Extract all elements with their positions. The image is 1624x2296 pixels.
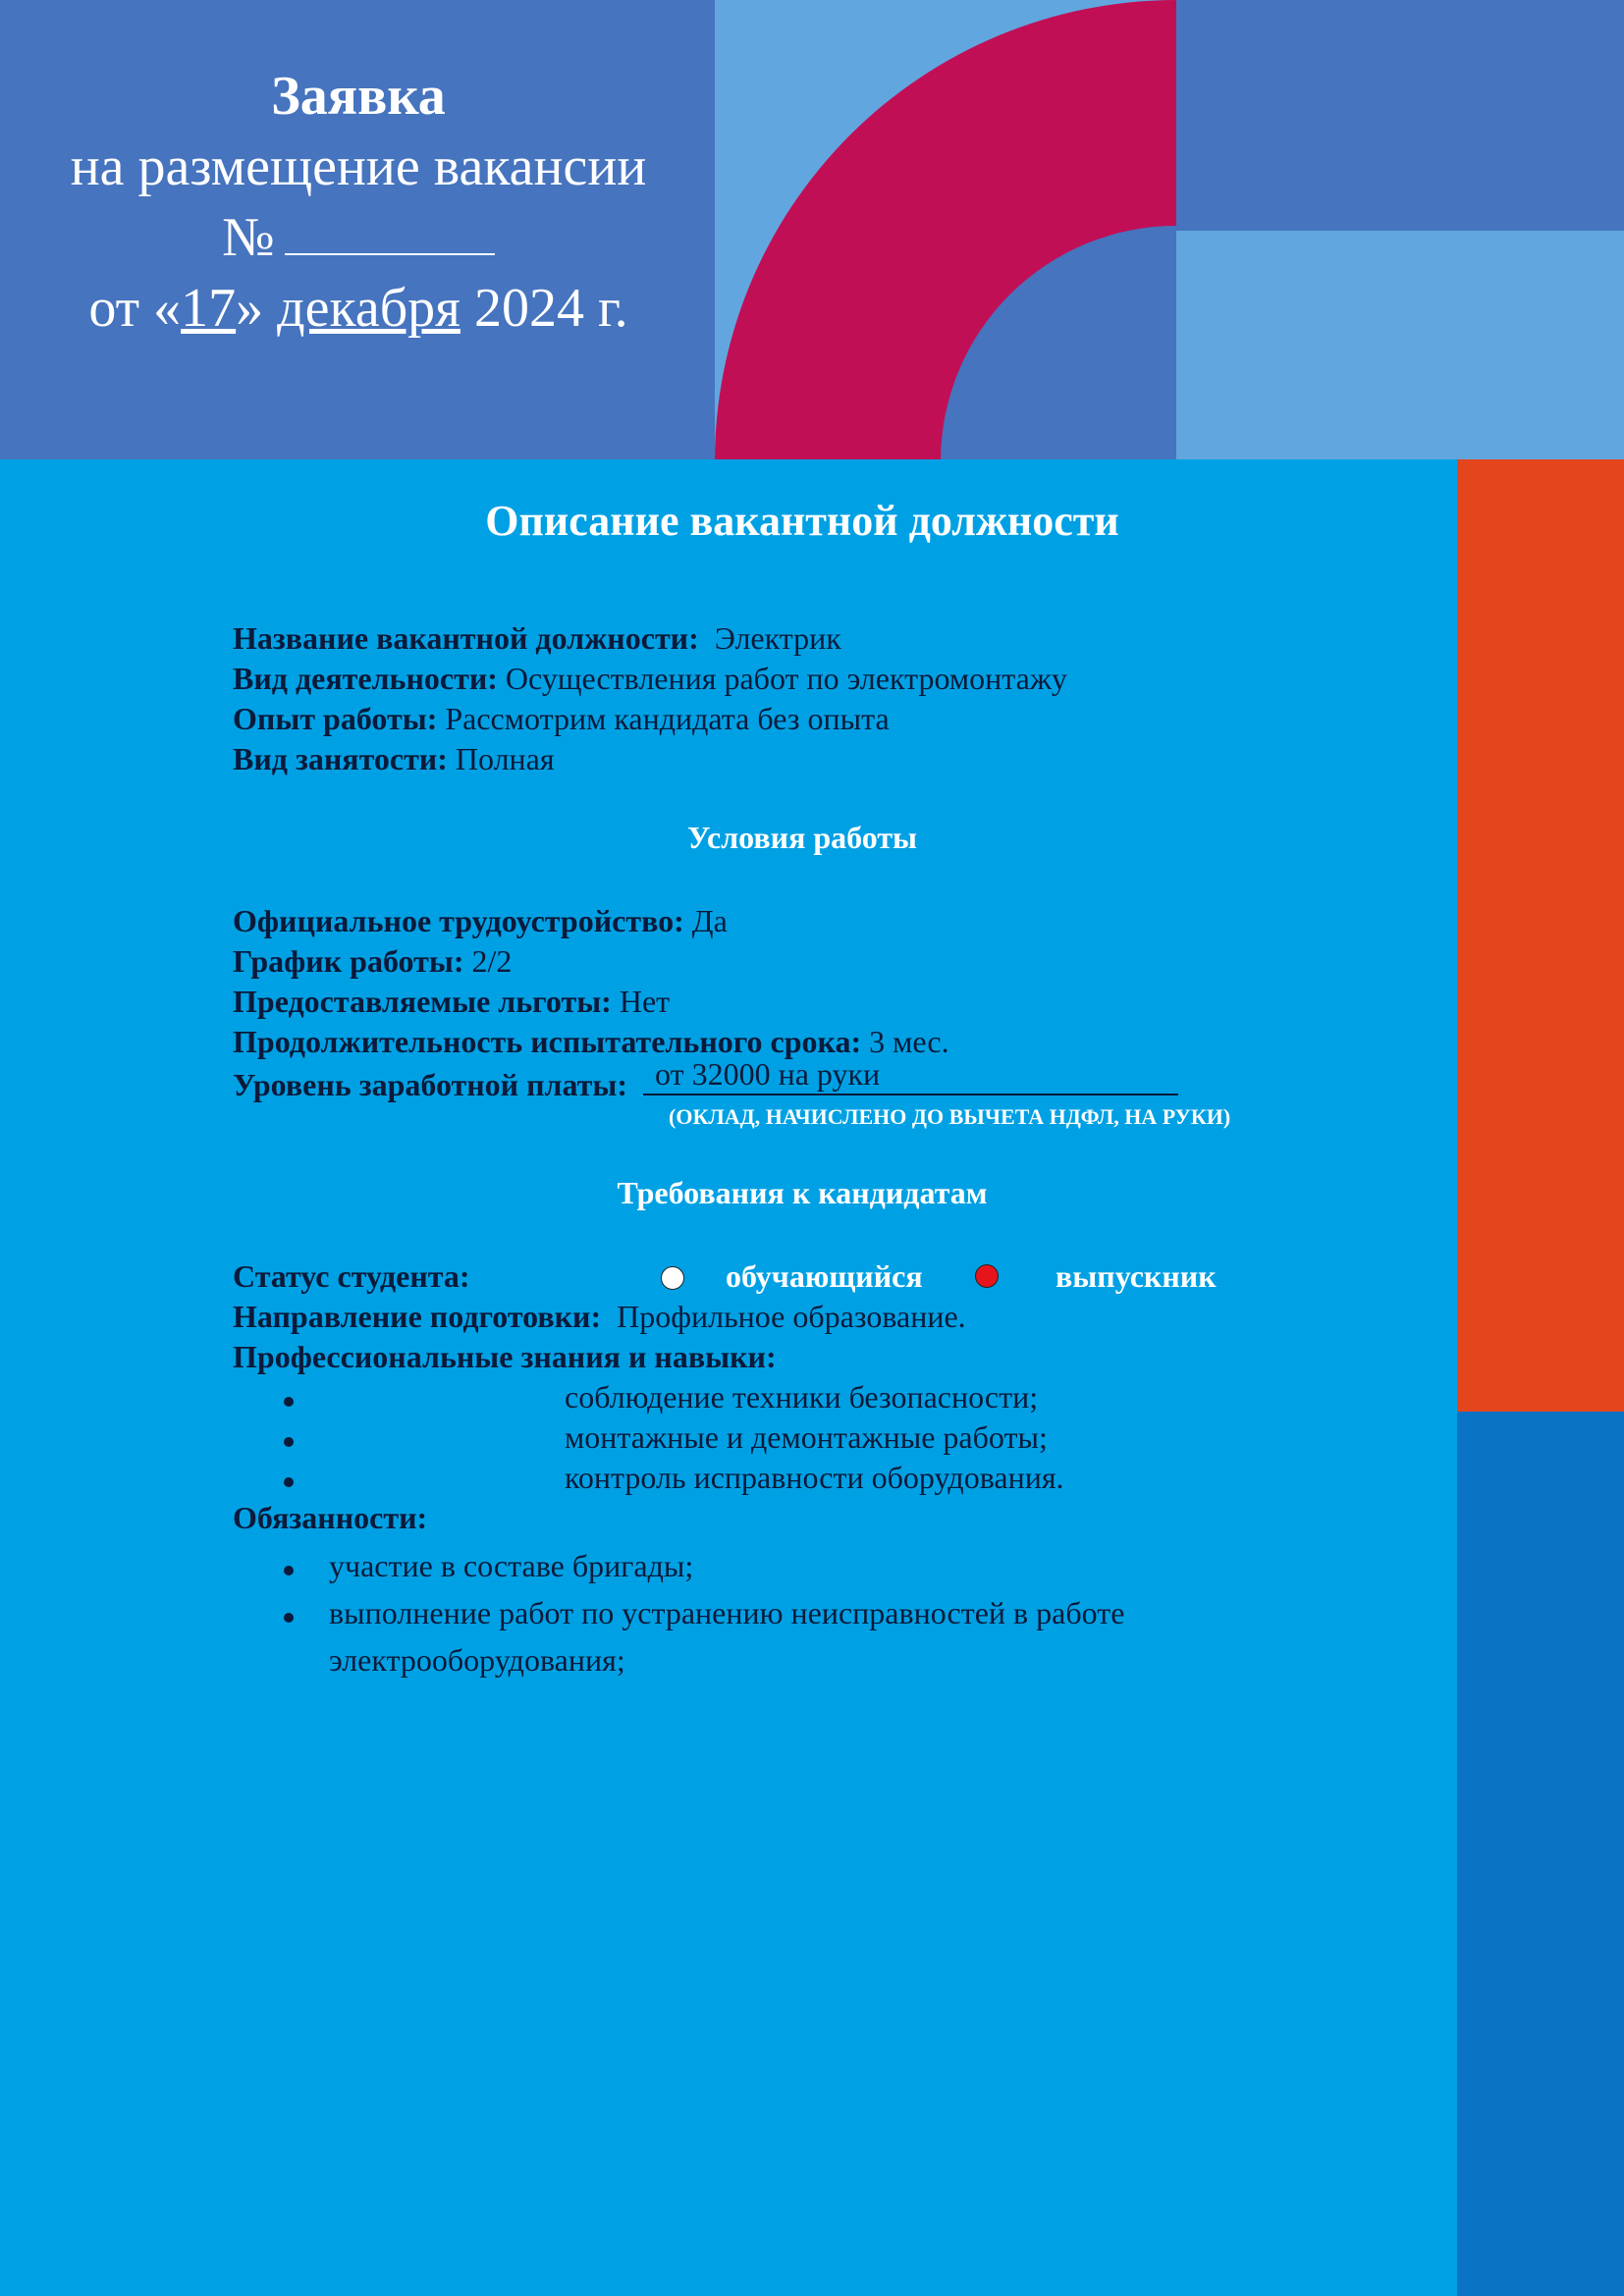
skill-item: монтажные и демонтажные работы;	[565, 1419, 1048, 1455]
field-salary	[233, 1056, 1178, 1104]
bullet-icon	[284, 1397, 294, 1407]
duty-item: участие в составе бригады;	[329, 1548, 694, 1583]
field-value: Нет	[619, 984, 671, 1019]
field-experience	[233, 699, 890, 738]
field-label: Опыт работы:	[233, 701, 438, 736]
side-stripe-blue	[1457, 1412, 1624, 2296]
field-label: Обязанности:	[233, 1500, 428, 1535]
document-title-block	[0, 61, 717, 344]
field-schedule	[233, 941, 512, 981]
date-day: 17	[181, 278, 237, 339]
field-direction	[233, 1297, 966, 1336]
field-duties-label	[233, 1498, 427, 1537]
skill-item: контроль исправности оборудования.	[565, 1460, 1064, 1495]
field-value: Осуществления работ по электромонтажу	[505, 661, 1067, 696]
number-label: №	[222, 207, 275, 268]
side-stripe-orange	[1457, 459, 1624, 1412]
field-value: Рассмотрим кандидата без опыта	[445, 701, 890, 736]
bullet-icon	[284, 1566, 294, 1575]
field-benefits	[233, 982, 670, 1021]
field-value: Да	[691, 903, 728, 938]
radio-graduate[interactable]	[975, 1264, 999, 1288]
field-value: 2/2	[471, 943, 513, 979]
field-value: Электрик	[714, 620, 841, 656]
salary-note: (ОКЛАД, НАЧИСЛЕНО ДО ВЫЧЕТА НДФЛ, НА РУКИ)	[669, 1104, 1231, 1129]
field-label: Уровень заработной платы:	[233, 1067, 628, 1102]
bullet-icon	[284, 1613, 294, 1623]
application-date	[0, 273, 717, 344]
field-employment	[233, 739, 555, 778]
radio-label-graduate: выпускник	[1056, 1258, 1217, 1294]
field-label: Вид занятости:	[233, 741, 448, 776]
field-label: Статус студента:	[233, 1258, 470, 1294]
salary-underline	[643, 1056, 1178, 1095]
field-value: Полная	[455, 741, 555, 776]
field-official	[233, 901, 728, 940]
date-prefix: от «	[88, 278, 182, 339]
bullet-icon	[284, 1477, 294, 1487]
field-skills-label	[233, 1337, 777, 1376]
salary-value: от 32000 на руки	[655, 1056, 881, 1092]
document-subtitle: на размещение вакансии	[70, 136, 647, 197]
field-value: Профильное образование.	[617, 1299, 966, 1334]
application-number	[0, 202, 717, 273]
section-heading-conditions: Условия работы	[686, 820, 918, 855]
field-label: Название вакантной должности:	[233, 620, 699, 656]
skill-item: соблюдение техники безопасности;	[565, 1379, 1039, 1415]
date-quote: »	[236, 278, 264, 339]
section-heading-requirements: Требования к кандидатам	[617, 1175, 988, 1210]
radio-label-student: обучающийся	[726, 1258, 923, 1294]
duty-item: выполнение работ по устранению неисправностей в работе электрооборудования;	[329, 1595, 1125, 1678]
radio-student[interactable]	[661, 1266, 684, 1290]
field-label: Продолжительность испытательного срока:	[233, 1024, 862, 1059]
field-label: Профессиональные знания и навыки:	[233, 1339, 777, 1374]
field-label: Предоставляемые льготы:	[233, 984, 612, 1019]
section-heading-description: Описание вакантной должности	[485, 497, 1119, 545]
field-student-status	[233, 1256, 470, 1296]
field-value: 3 мес.	[869, 1024, 949, 1059]
field-position	[233, 618, 841, 658]
date-year: 2024 г.	[473, 278, 628, 339]
banner-light-square	[1176, 231, 1624, 459]
field-label: Вид деятельности:	[233, 661, 498, 696]
bullet-icon	[284, 1437, 294, 1447]
number-blank	[285, 206, 495, 255]
date-month: декабря	[277, 278, 460, 339]
document-title: Заявка	[271, 66, 446, 127]
field-label: Направление подготовки:	[233, 1299, 602, 1334]
field-label: Официальное трудоустройство:	[233, 903, 684, 938]
field-label: График работы:	[233, 943, 464, 979]
field-activity	[233, 659, 1067, 698]
